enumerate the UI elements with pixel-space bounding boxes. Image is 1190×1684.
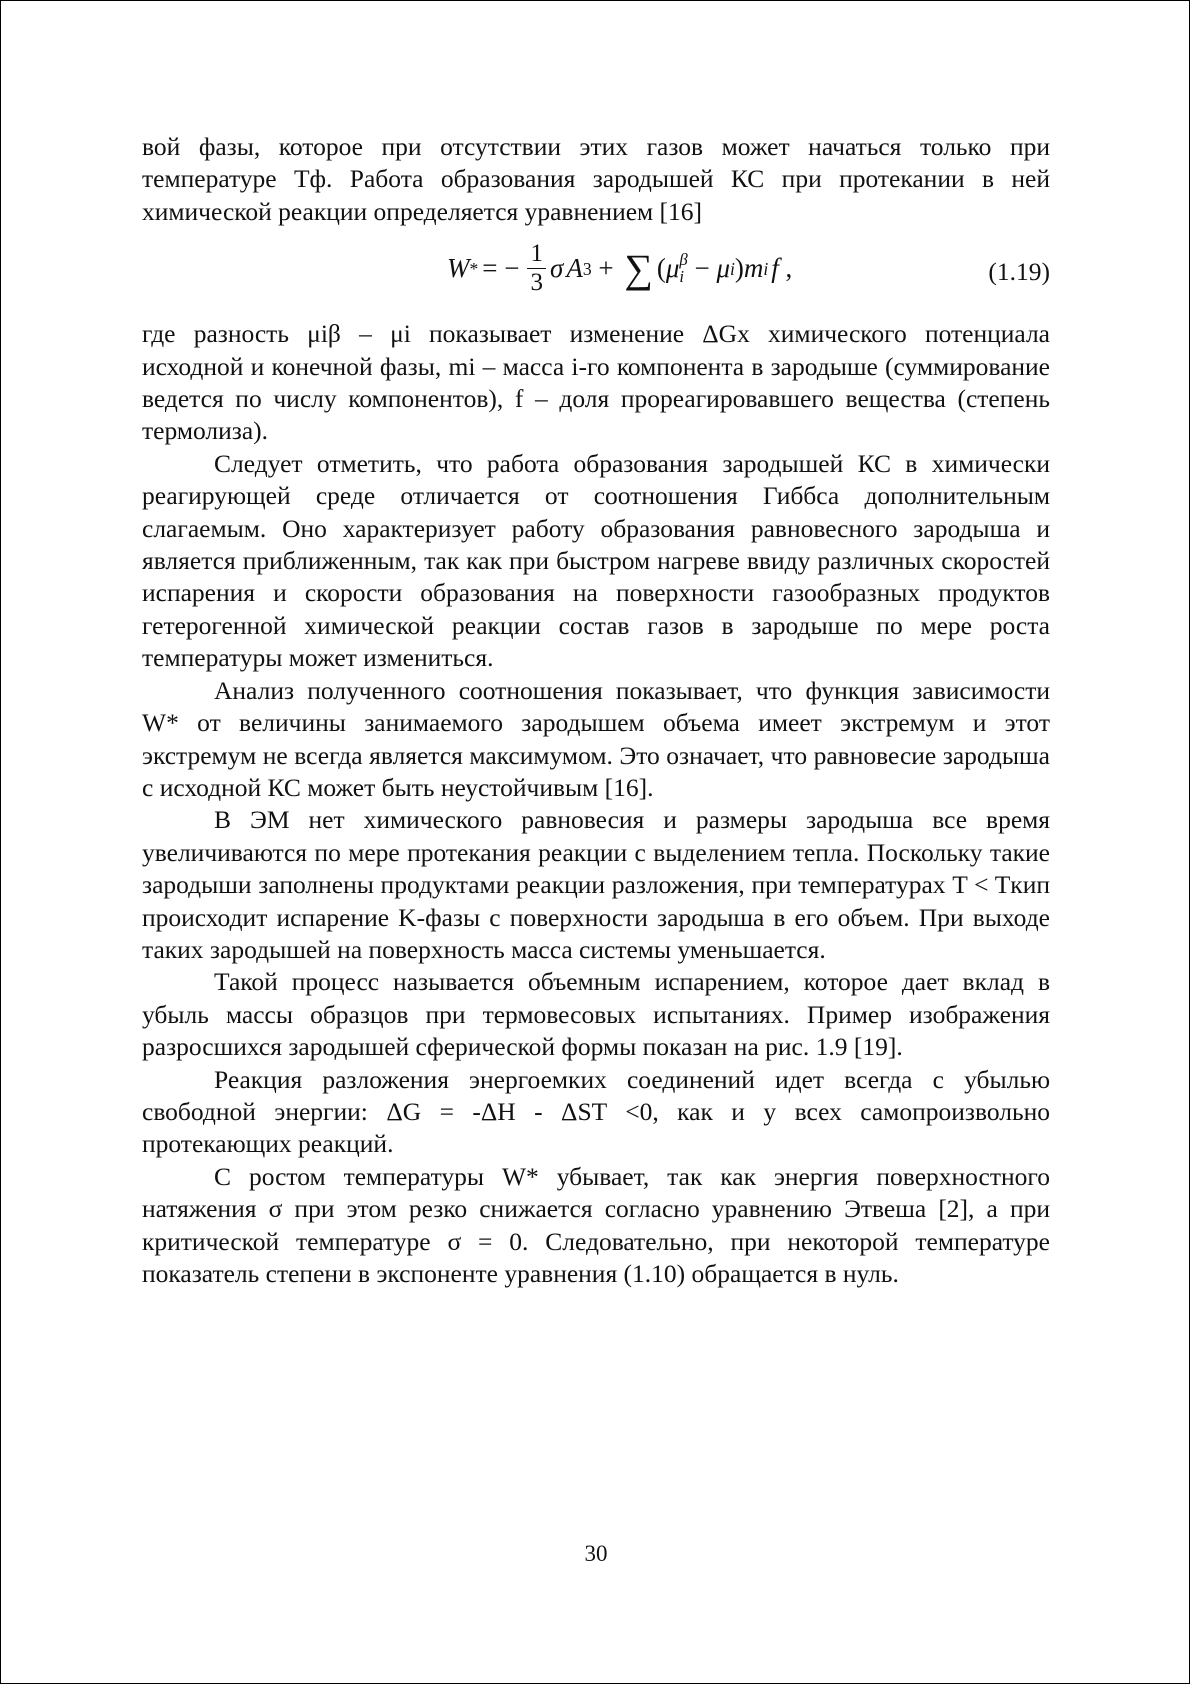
paragraph-2: где разность μiβ – μi показывает изменение ΔGx химического потенциала исходной и конечной фазы, mi – масса i-го компонента в зародыше (суммирование ведется по числу компонентов), f – доля прореагировавшего вещества (степень термолиза).	[142, 319, 1050, 446]
equation-number: (1.19)	[988, 257, 1050, 287]
page-body	[142, 131, 1050, 1290]
equation-body: W * = − $\frac{1}{3}$ σ A 3 + ∑ ( μ β i − μ i ) m i f ,	[447, 240, 793, 297]
paragraph-7: Реакция разложения энергоемких соединений идет всегда с убылью свободной энергии: ΔG = -ΔH - ΔST <0, как и у всех самопроизвольно протекающих реакций.	[142, 1064, 1050, 1159]
paragraph-1: вой фазы, которое при отсутствии этих газов может начаться только при температуре Tф. Работа образования зародышей КС при протекании в ней химической реакции определяется уравнением [16]	[142, 132, 1050, 226]
paragraph-5: В ЭМ нет химического равновесия и размеры зародыша все время увеличиваются по мере протекания реакции с выделением тепла. Поскольку такие зародыши заполнены продуктами реакции разложения, при температурах T < Tкип происходит испарение K-фазы с поверхности зародыша в его объем. При выходе таких зародышей на поверхность масса системы уменьшается.	[142, 805, 1050, 964]
page-number: 30	[584, 1541, 608, 1566]
equation-1-19	[142, 234, 1050, 310]
sum-symbol: ∑	[624, 245, 653, 291]
paragraph-8: С ростом температуры W* убывает, так как энергия поверхностного натяжения σ при этом резко снижается согласно уравнению Этвеша [2], а при критической температуре σ = 0. Следовательно, при некоторой температуре показатель степени в экспоненте уравнения (1.10) обращается в нуль.	[142, 1161, 1050, 1288]
paragraph-3: Следует отметить, что работа образования зародышей КС в химически реагирующей среде отличается от соотношения Гиббса дополнительным слагаемым. Оно характеризует работу образования равновесного зародыша и является приближенным, так как при быстром нагреве ввиду различных скоростей испарения и скорости образования на поверхности газообразных продуктов гетерогенной химической реакции состав газов в зародыше по мере роста температуры может измениться.	[142, 448, 1050, 673]
fraction: $\frac{1}{3}$	[527, 240, 546, 297]
paragraph-4: Анализ полученного соотношения показывает, что функция зависимости W* от величины занимаемого зародышем объема имеет экстремум и этот экстремум не всегда является максимумом. Это означает, что равновесие зародыша с исходной КС может быть неустойчивым [16].	[142, 675, 1050, 802]
paragraph-6: Такой процесс называется объемным испарением, которое дает вклад в убыль массы образцов при термовесовых испытаниях. Пример изображения разросшихся зародышей сферической формы показан на рис. 1.9 [19].	[142, 967, 1050, 1062]
